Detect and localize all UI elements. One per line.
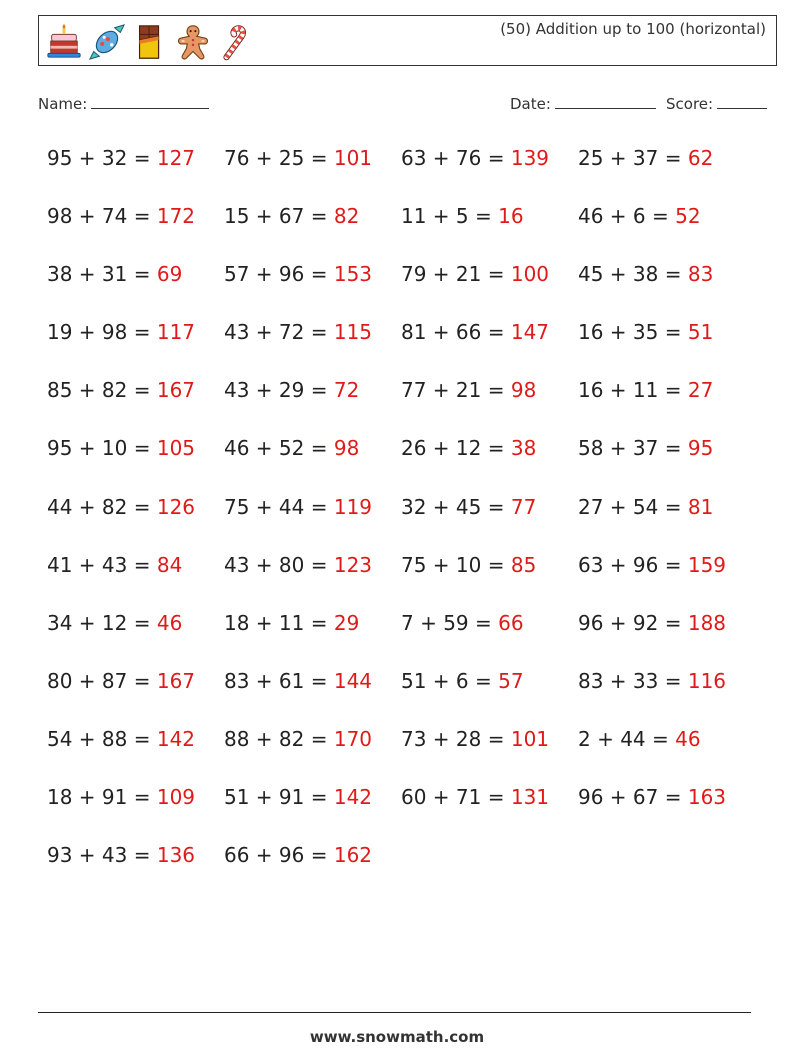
problem-answer: 98 xyxy=(510,378,537,403)
problem-expression: 95 + 10 = xyxy=(47,436,157,461)
worksheet-header xyxy=(38,15,777,66)
problem-expression: 43 + 29 = xyxy=(224,378,334,403)
problem-expression: 75 + 44 = xyxy=(224,494,334,519)
problem-expression: 81 + 66 = xyxy=(401,320,511,345)
problem-row xyxy=(47,605,767,663)
problem-item xyxy=(47,378,195,402)
problem-expression: 44 + 82 = xyxy=(47,494,157,519)
problem-answer: 117 xyxy=(156,320,196,345)
problem-answer: 127 xyxy=(156,146,196,170)
problem-item xyxy=(224,378,359,402)
problem-expression: 57 + 96 = xyxy=(224,262,334,287)
score-blank[interactable] xyxy=(717,94,767,109)
problem-expression: 83 + 33 = xyxy=(578,668,688,693)
problem-item xyxy=(401,669,524,693)
footer-url[interactable]: www.snowmath.com xyxy=(309,1028,485,1046)
problem-expression: 83 + 61 = xyxy=(224,668,334,693)
problem-answer: 69 xyxy=(156,262,183,287)
problem-expression: 41 + 43 = xyxy=(47,552,157,577)
name-field xyxy=(38,94,209,113)
problem-expression: 27 + 54 = xyxy=(578,494,688,519)
problem-answer: 95 xyxy=(687,436,714,461)
problem-expression: 80 + 87 = xyxy=(47,668,157,693)
problem-expression: 26 + 12 = xyxy=(401,436,511,461)
problem-item xyxy=(578,378,713,402)
problem-item xyxy=(47,611,182,635)
problem-item xyxy=(578,204,701,228)
problem-row xyxy=(47,779,767,837)
problem-expression: 18 + 11 = xyxy=(224,610,334,635)
problem-answer: 167 xyxy=(156,378,196,403)
problem-expression: 7 + 59 = xyxy=(401,610,499,635)
problem-item xyxy=(47,553,182,577)
problem-item xyxy=(401,378,536,402)
problem-answer: 77 xyxy=(510,494,537,519)
gingerbread-man-icon xyxy=(174,23,212,61)
footer-divider xyxy=(38,1012,751,1013)
problem-item xyxy=(47,146,195,170)
problem-answer: 167 xyxy=(156,668,196,693)
problem-item xyxy=(47,669,195,693)
problem-expression: 38 + 31 = xyxy=(47,262,157,287)
problem-expression: 79 + 21 = xyxy=(401,262,511,287)
problem-answer: 84 xyxy=(156,552,183,577)
problem-answer: 52 xyxy=(675,204,701,229)
problem-item xyxy=(578,320,713,344)
problem-item xyxy=(47,436,195,460)
problem-answer: 188 xyxy=(687,610,727,635)
problem-answer: 38 xyxy=(510,436,537,461)
problem-item xyxy=(401,611,524,635)
problem-grid xyxy=(47,140,767,895)
problem-row xyxy=(47,837,767,895)
score-field xyxy=(666,94,767,113)
problem-expression: 46 + 52 = xyxy=(224,436,334,461)
problem-answer: 27 xyxy=(687,378,714,403)
problem-expression: 96 + 67 = xyxy=(578,785,688,810)
problem-answer: 46 xyxy=(156,610,183,635)
problem-item xyxy=(401,146,549,170)
problem-item xyxy=(401,553,536,577)
problem-answer: 85 xyxy=(510,552,537,577)
problem-row xyxy=(47,314,767,372)
problem-answer: 105 xyxy=(156,436,196,461)
problem-answer: 170 xyxy=(333,726,373,751)
problem-answer: 115 xyxy=(333,320,373,345)
problem-expression: 73 + 28 = xyxy=(401,726,511,751)
problem-item xyxy=(47,495,195,519)
problem-expression: 11 + 5 = xyxy=(401,204,499,229)
problem-item xyxy=(578,785,726,809)
problem-row xyxy=(47,663,767,721)
problem-item xyxy=(401,495,536,519)
problem-answer: 29 xyxy=(333,610,360,635)
problem-expression: 16 + 11 = xyxy=(578,378,688,403)
problem-answer: 131 xyxy=(510,785,550,810)
problem-item xyxy=(47,785,195,809)
problem-expression: 63 + 76 = xyxy=(401,146,511,170)
problem-answer: 81 xyxy=(687,494,714,519)
problem-item xyxy=(401,785,549,809)
header-icons xyxy=(45,22,260,62)
problem-item xyxy=(224,320,372,344)
problem-expression: 60 + 71 = xyxy=(401,785,511,810)
problem-item xyxy=(47,262,182,286)
problem-answer: 119 xyxy=(333,494,373,519)
problem-item xyxy=(401,320,549,344)
date-blank[interactable] xyxy=(555,94,656,109)
problem-row xyxy=(47,430,767,488)
problem-item xyxy=(224,146,372,170)
problem-item xyxy=(224,611,359,635)
problem-answer: 82 xyxy=(333,204,360,229)
problem-row xyxy=(47,140,767,198)
problem-expression: 98 + 74 = xyxy=(47,204,157,229)
problem-item xyxy=(401,436,536,460)
problem-expression: 66 + 96 = xyxy=(224,843,334,868)
problem-expression: 77 + 21 = xyxy=(401,378,511,403)
problem-expression: 93 + 43 = xyxy=(47,843,157,868)
name-label: Name: xyxy=(38,95,88,113)
candy-cane-icon xyxy=(217,23,255,61)
problem-item xyxy=(578,669,726,693)
problem-answer: 72 xyxy=(333,378,360,403)
problem-answer: 139 xyxy=(510,146,550,170)
problem-answer: 116 xyxy=(687,668,727,693)
problem-row xyxy=(47,547,767,605)
problem-row xyxy=(47,256,767,314)
problem-answer: 100 xyxy=(510,262,550,287)
problem-expression: 88 + 82 = xyxy=(224,726,334,751)
problem-item xyxy=(401,727,549,751)
problem-expression: 51 + 6 = xyxy=(401,668,499,693)
problem-item xyxy=(224,843,372,867)
problem-answer: 172 xyxy=(156,204,196,229)
chocolate-bar-icon xyxy=(131,23,169,61)
problem-answer: 98 xyxy=(333,436,360,461)
problem-expression: 15 + 67 = xyxy=(224,204,334,229)
problem-answer: 159 xyxy=(687,552,727,577)
problem-expression: 95 + 32 = xyxy=(47,146,157,170)
problem-answer: 46 xyxy=(675,726,701,751)
problem-row xyxy=(47,372,767,430)
problem-expression: 25 + 37 = xyxy=(578,146,688,170)
problem-item xyxy=(47,727,195,751)
problem-expression: 63 + 96 = xyxy=(578,552,688,577)
problem-expression: 46 + 6 = xyxy=(578,204,676,229)
problem-expression: 51 + 91 = xyxy=(224,785,334,810)
problem-answer: 62 xyxy=(687,146,714,170)
problem-answer: 136 xyxy=(156,843,196,868)
problem-item xyxy=(47,320,195,344)
problem-expression: 34 + 12 = xyxy=(47,610,157,635)
problem-answer: 142 xyxy=(333,785,373,810)
problem-expression: 19 + 98 = xyxy=(47,320,157,345)
problem-item xyxy=(224,204,359,228)
score-label: Score: xyxy=(666,95,714,113)
problem-expression: 16 + 35 = xyxy=(578,320,688,345)
problem-item xyxy=(224,785,372,809)
problem-item xyxy=(224,436,359,460)
problem-expression: 43 + 72 = xyxy=(224,320,334,345)
problem-item xyxy=(47,843,195,867)
problem-row xyxy=(47,198,767,256)
problem-answer: 142 xyxy=(156,726,196,751)
problem-item xyxy=(401,262,549,286)
problem-expression: 85 + 82 = xyxy=(47,378,157,403)
problem-expression: 96 + 92 = xyxy=(578,610,688,635)
problem-answer: 57 xyxy=(498,668,524,693)
candy-icon xyxy=(88,23,126,61)
problem-answer: 163 xyxy=(687,785,727,810)
problem-answer: 101 xyxy=(510,726,550,751)
problem-expression: 76 + 25 = xyxy=(224,146,334,170)
problem-answer: 51 xyxy=(687,320,714,345)
problem-item xyxy=(578,611,726,635)
problem-item xyxy=(47,204,195,228)
problem-answer: 66 xyxy=(498,610,524,635)
problem-expression: 32 + 45 = xyxy=(401,494,511,519)
problem-item xyxy=(578,727,701,751)
problem-item xyxy=(224,669,372,693)
problem-answer: 83 xyxy=(687,262,714,287)
problem-expression: 58 + 37 = xyxy=(578,436,688,461)
problem-item xyxy=(578,146,713,170)
problem-item xyxy=(578,553,726,577)
problem-answer: 101 xyxy=(333,146,373,170)
problem-item xyxy=(224,262,372,286)
problem-expression: 54 + 88 = xyxy=(47,726,157,751)
worksheet-title: (50) Addition up to 100 (horizontal) xyxy=(500,20,766,38)
name-blank[interactable] xyxy=(91,94,209,109)
problem-answer: 162 xyxy=(333,843,373,868)
problem-item xyxy=(578,436,713,460)
problem-answer: 144 xyxy=(333,668,373,693)
problem-answer: 123 xyxy=(333,552,373,577)
problem-answer: 153 xyxy=(333,262,373,287)
problem-item xyxy=(224,495,372,519)
problem-expression: 18 + 91 = xyxy=(47,785,157,810)
cake-icon xyxy=(45,23,83,61)
problem-expression: 45 + 38 = xyxy=(578,262,688,287)
problem-item xyxy=(224,553,372,577)
problem-answer: 126 xyxy=(156,494,196,519)
problem-expression: 2 + 44 = xyxy=(578,726,676,751)
problem-answer: 109 xyxy=(156,785,196,810)
problem-expression: 75 + 10 = xyxy=(401,552,511,577)
date-label: Date: xyxy=(510,95,551,113)
problem-row xyxy=(47,489,767,547)
problem-item xyxy=(578,495,713,519)
problem-item xyxy=(224,727,372,751)
problem-row xyxy=(47,721,767,779)
problem-item xyxy=(578,262,713,286)
problem-item xyxy=(401,204,524,228)
problem-answer: 16 xyxy=(498,204,524,229)
date-field xyxy=(510,94,656,113)
problem-answer: 147 xyxy=(510,320,550,345)
problem-expression: 43 + 80 = xyxy=(224,552,334,577)
